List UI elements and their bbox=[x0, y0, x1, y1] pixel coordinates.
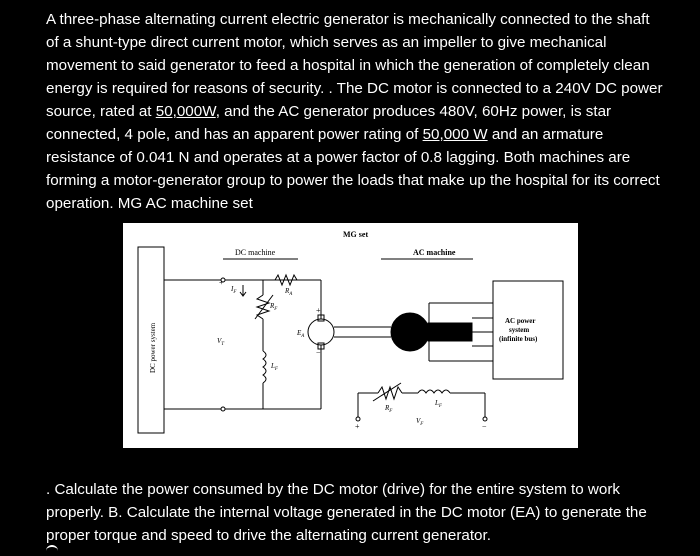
vt-label: V bbox=[217, 337, 222, 345]
ac-power-label-2: system bbox=[509, 326, 530, 334]
ra-sub: A bbox=[289, 292, 293, 297]
if-label: I bbox=[231, 285, 234, 293]
questions: . Calculate the power consumed by the DC motor (drive) for the entire system to work properly. B. Calculate the internal voltage generated in the DC motor (EA) to generate the proper torque and speed to drive the alternating current generator. bbox=[46, 481, 647, 544]
lf-label: L bbox=[271, 362, 275, 370]
problem-text-2: , and the AC generator produces 480V, 60Hz power, is star connected, 4 pole, and has an apparent power rating of bbox=[46, 103, 612, 143]
problem-text-3: and an armature resistance of 0.041 N and operates at a power factor of 0.8 lagging. Both machines are forming a motor-generator group to power the loads that make up the hospital for its correct operation. MG AC machine set bbox=[46, 126, 660, 212]
rf2-sub: F bbox=[389, 409, 393, 414]
vf-sub: F bbox=[420, 422, 424, 427]
problem-text-1: A three-phase alternating current electric generator is mechanically connected to the shaft of a shunt-type direct current motor, which serves as an impeller to give mechanical movement to said generator to feed a hospital in which the generation of completely clean energy is required for reasons of security. . The DC motor is connected to a 240V DC power source, rated at bbox=[46, 11, 663, 120]
svg-text:RF bbox=[269, 302, 278, 312]
mg-set-diagram bbox=[123, 223, 578, 448]
rf-sub: F bbox=[274, 307, 278, 312]
vt-sub: T bbox=[221, 342, 225, 347]
svg-text:LF bbox=[434, 399, 443, 409]
ea-label: E bbox=[297, 329, 302, 337]
minus-ea: − bbox=[316, 348, 321, 357]
svg-text:VT bbox=[217, 337, 225, 347]
plus-dc: + bbox=[219, 278, 224, 287]
vf-label: V bbox=[416, 417, 421, 425]
problem-statement bbox=[46, 8, 666, 215]
plus-vf: + bbox=[355, 422, 360, 431]
lf2-sub: F bbox=[438, 404, 442, 409]
svg-text:LF bbox=[270, 362, 279, 372]
lf2-label: L bbox=[435, 399, 439, 407]
plus-ea: + bbox=[316, 306, 321, 315]
cut-off-text bbox=[46, 545, 58, 556]
rf-label: R bbox=[270, 302, 275, 310]
svg-text:EA bbox=[296, 329, 305, 339]
svg-text:VF bbox=[416, 417, 424, 427]
if-sub: F bbox=[233, 290, 237, 295]
ea-sub: A bbox=[301, 334, 305, 339]
dc-power-system-label: DC power system bbox=[149, 322, 157, 373]
ra-label: R bbox=[285, 287, 290, 295]
lf-sub: F bbox=[274, 367, 278, 372]
rf2-label: R bbox=[385, 404, 390, 412]
mg-set-label: MG set bbox=[343, 230, 369, 239]
minus-vf: − bbox=[482, 422, 487, 431]
dc-power-rating: 50,000W bbox=[155, 103, 216, 120]
ac-machine-label: AC machine bbox=[413, 248, 456, 257]
svg-text:IF bbox=[230, 285, 237, 295]
ac-power-label-3: (infinite bus) bbox=[499, 335, 538, 343]
svg-text:RF bbox=[384, 404, 393, 414]
ac-power-rating: 50,000 W bbox=[422, 126, 488, 143]
svg-text:RA bbox=[284, 287, 293, 297]
ac-power-label-1: AC power bbox=[505, 317, 536, 325]
dc-machine-label: DC machine bbox=[235, 248, 276, 257]
